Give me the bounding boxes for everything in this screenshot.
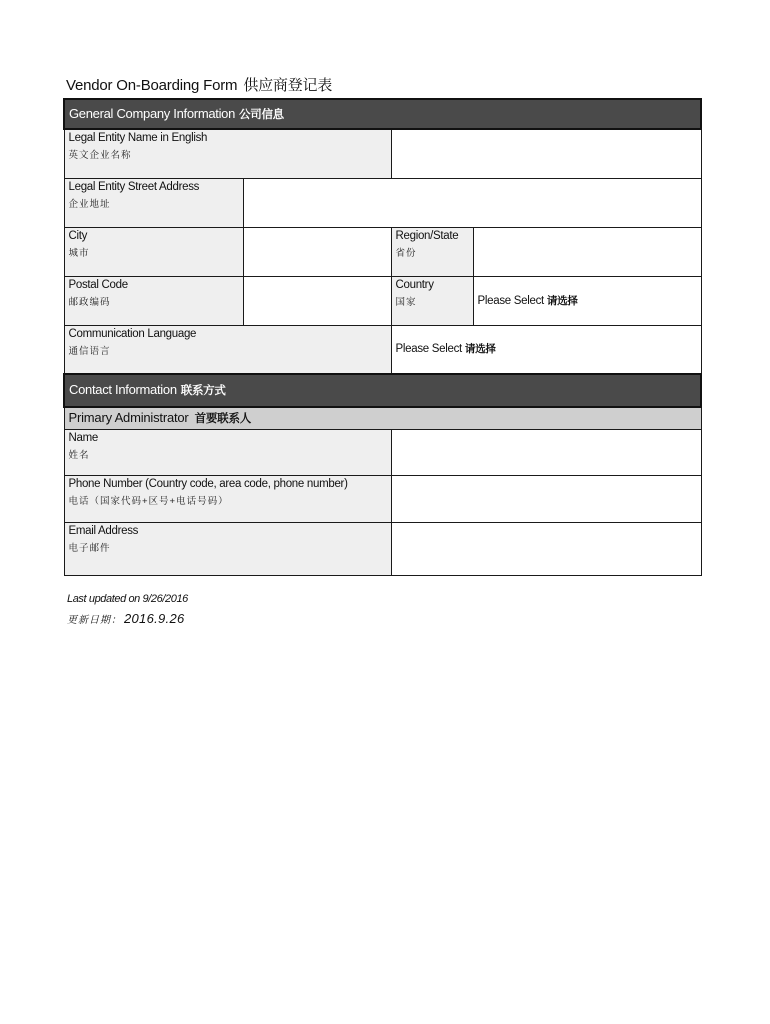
row-city-region	[64, 227, 701, 276]
phone-input[interactable]	[391, 475, 701, 522]
region-input[interactable]	[473, 227, 701, 276]
language-label: Communication Language 通信语言	[64, 325, 391, 374]
postal-code-input[interactable]	[243, 276, 391, 325]
form-title	[66, 74, 332, 95]
name-input[interactable]	[391, 429, 701, 475]
legal-name-input[interactable]	[391, 129, 701, 178]
city-input[interactable]	[243, 227, 391, 276]
row-street-address	[64, 178, 701, 227]
country-select-value-zh: 请选择	[546, 294, 578, 307]
last-updated-zh-row	[67, 610, 188, 628]
name-label: Name 姓名	[64, 429, 391, 475]
region-label: Region/State 省份	[391, 227, 473, 276]
last-updated-date: 2016.9.26	[124, 611, 185, 626]
section-header-general	[64, 99, 701, 129]
section-header-contact	[64, 374, 701, 407]
last-updated-en: Last updated on 9/26/2016	[67, 593, 188, 605]
section-general-en: General Company Information	[69, 105, 236, 121]
language-select-value: Please Select	[395, 343, 462, 356]
row-phone	[64, 475, 701, 522]
language-select-value-zh: 请选择	[464, 343, 496, 356]
form-title-zh: 供应商登记表	[243, 76, 333, 94]
email-label: Email Address 电子邮件	[64, 522, 391, 575]
form-title-en: Vendor On-Boarding Form	[66, 77, 238, 94]
row-email	[64, 522, 701, 575]
postal-code-label: Postal Code 邮政编码	[64, 276, 243, 325]
phone-label: Phone Number (Country code, area code, phone number) 电话（国家代码+区号+电话号码）	[64, 475, 391, 522]
language-select[interactable]	[391, 325, 701, 374]
subsection-primary-admin	[64, 407, 701, 429]
legal-name-label: Legal Entity Name in English 英文企业名称	[64, 129, 391, 178]
vendor-form-table	[63, 98, 702, 576]
email-input[interactable]	[391, 522, 701, 575]
city-label: City 城市	[64, 227, 243, 276]
section-contact-zh: 联系方式	[180, 385, 226, 397]
last-updated-zh: 更新日期：	[67, 615, 122, 626]
street-address-label: Legal Entity Street Address 企业地址	[64, 178, 243, 227]
row-name	[64, 429, 701, 475]
row-legal-name	[64, 129, 701, 178]
section-general-zh: 公司信息	[239, 108, 284, 121]
primary-admin-zh: 首要联系人	[194, 412, 252, 425]
country-select-value: Please Select	[477, 294, 544, 307]
section-contact-en: Contact Information	[69, 382, 177, 397]
country-select[interactable]	[473, 276, 701, 325]
last-updated	[67, 593, 188, 628]
street-address-input[interactable]	[243, 178, 701, 227]
row-language	[64, 325, 701, 374]
primary-admin-en: Primary Administrator	[68, 409, 189, 425]
country-label: Country 国家	[391, 276, 473, 325]
row-postal-country	[64, 276, 701, 325]
